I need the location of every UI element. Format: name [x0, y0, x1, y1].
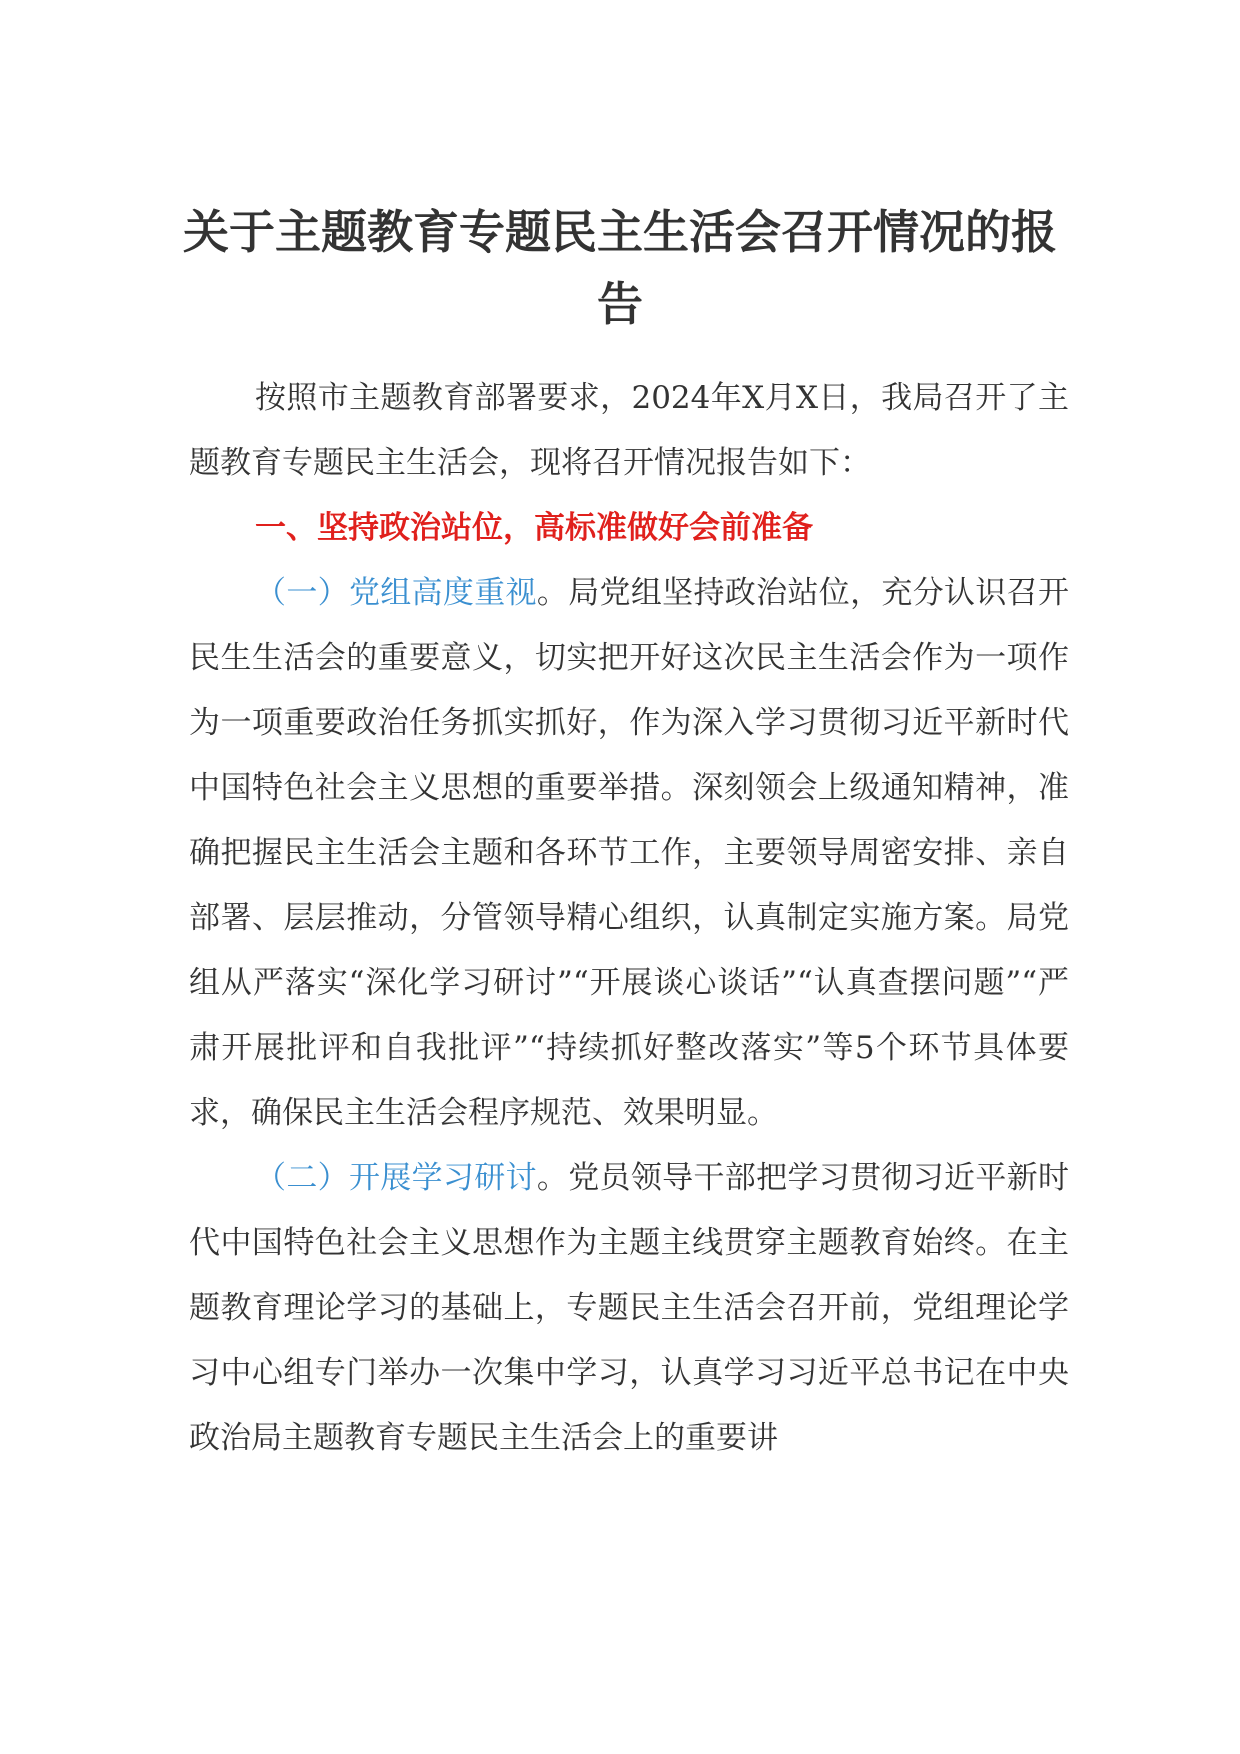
section-heading-1: 一、坚持政治站位，高标准做好会前准备 — [255, 510, 813, 546]
paragraph-text-1: 。局党组坚持政治站位，充分认识召开民生生活会的重要意义，切实把开好这次民主生活会作为一项作为一项重要政治任务抓实抓好，作为深入学习贯彻习近平新时代中国特色社会主义思想的重要举措。深刻领会上级通知精神，准确把握民主生活会主题和各环节工作，主要领导周密安排、亲自部署、层层推动，分管领导精心组织，认真制定实施方案。局党组从严落实“深化学习研讨”“开展谈心谈话”“认真查摆问题”“严肃开展批评和自我批评”“持续抓好整改落实”等5个环节具体要求，确保民主生活会程序规范、效果明显。 — [189, 575, 1070, 1131]
document-title: 关于主题教育专题民主生活会召开情况的报告 — [183, 205, 1057, 331]
paragraph-item-2 — [189, 1146, 1069, 1471]
subheading-label-2: （二）开展学习研讨 — [255, 1160, 537, 1196]
document-body — [189, 366, 1069, 1471]
paragraph-text-2: 。党员领导干部把学习贯彻习近平新时代中国特色社会主义思想作为主题主线贯穿主题教育始终。在主题教育理论学习的基础上，专题民主生活会召开前，党组理论学习中心组专门举办一次集中学习，认真学习习近平总书记在中央政治局主题教育专题民主生活会上的重要讲 — [189, 1160, 1070, 1456]
intro-paragraph: 按照市主题教育部署要求，2024年X月X日，我局召开了主题教育专题民主生活会，现将召开情况报告如下： — [189, 380, 1069, 481]
subheading-label-1: （一）党组高度重视 — [255, 575, 537, 611]
paragraph-item-1 — [189, 561, 1069, 1146]
